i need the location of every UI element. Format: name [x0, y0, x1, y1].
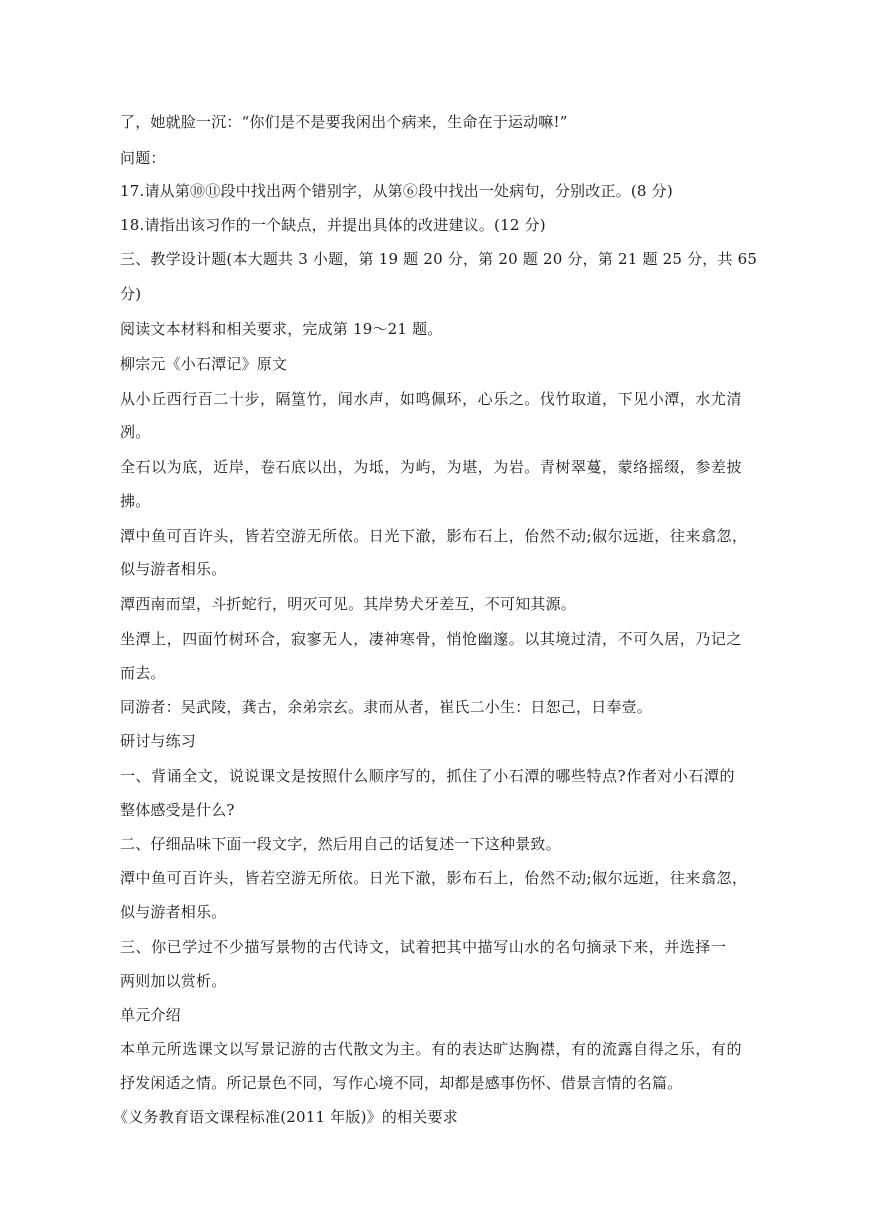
text-line: 从小丘西行百二十步，隔篁竹，闻水声，如鸣佩环，心乐之。伐竹取道，下见小潭，水尤清 [120, 390, 743, 408]
curriculum-standard-heading: 《义务教育语文课程标准(2011 年版)》的相关要求 [113, 1108, 458, 1126]
text-line: 坐潭上，四面竹树环合，寂寥无人，凄神寒骨，悄怆幽邃。以其境过清，不可久居，乃记之 [120, 630, 743, 648]
text-line: 全石以为底，近岸，卷石底以出，为坻，为屿，为堪，为岩。青树翠蔓，蒙络摇缀，参差披 [120, 458, 743, 476]
instruction-line: 阅读文本材料和相关要求，完成第 19～21 题。 [120, 320, 443, 338]
exercise-1-cont: 整体感受是什么? [120, 801, 235, 819]
text-line: 而去。 [120, 664, 166, 682]
text-line: 潭西南而望，斗折蛇行，明灭可见。其岸势犬牙差互，不可知其源。 [120, 595, 577, 613]
text-line: 同游者：吴武陵，龚古，余弟宗玄。隶而从者，崔氏二小生：日恕己，日奉壹。 [120, 698, 653, 716]
text-line: 本单元所选课文以写景记游的古代散文为主。有的表达旷达胸襟，有的流露自得之乐，有的 [120, 1040, 743, 1058]
text-line: 拂。 [120, 492, 151, 510]
text-line: 潭中鱼可百许头，皆若空游无所依。日光下澈，影布石上，佁然不动;俶尔远逝，往来翕忽， [120, 869, 748, 887]
exercise-2: 二、仔细品味下面一段文字，然后用自己的话复述一下这种景致。 [120, 835, 561, 853]
text-line: 冽。 [120, 423, 151, 441]
original-text-title: 柳宗元《小石潭记》原文 [120, 355, 288, 373]
text-line: 潭中鱼可百许头，皆若空游无所依。日光下澈，影布石上，佁然不动;俶尔远逝，往来翕忽， [120, 527, 748, 545]
text-line: 似与游者相乐。 [120, 560, 227, 578]
section-label-questions: 问题： [120, 149, 166, 167]
text-line: 抒发闲适之情。所记景色不同，写作心境不同，却都是感事伤怀、借景言情的名篇。 [120, 1074, 683, 1092]
section-label-discussion: 研讨与练习 [120, 732, 197, 750]
question-18: 18.请指出该习作的一个缺点，并提出具体的改进建议。(12 分) [120, 216, 546, 234]
section-heading-teaching-design: 三、教学设计题(本大题共 3 小题，第 19 题 20 分，第 20 题 20 分，第 21 题 25 分，共 65 [120, 250, 758, 268]
exercise-1: 一、背诵全文，说说课文是按照什么顺序写的，抓住了小石潭的哪些特点?作者对小石潭的 [120, 767, 736, 785]
exercise-3: 三、你已学过不少描写景物的古代诗文，试着把其中描写山水的名句摘录下来，并选择一 [120, 938, 727, 956]
question-17: 17.请从第⑩⑪段中找出两个错别字，从第⑥段中找出一处病句，分别改正。(8 分) [120, 182, 673, 200]
exercise-3-cont: 两则加以赏析。 [120, 972, 227, 990]
text-line: 似与游者相乐。 [120, 903, 227, 921]
section-heading-teaching-design-cont: 分) [120, 285, 142, 303]
section-label-unit-intro: 单元介绍 [120, 1006, 181, 1024]
text-line: 了，她就脸一沉：“你们是不是要我闲出个病来，生命在于运动嘛!” [120, 113, 568, 131]
